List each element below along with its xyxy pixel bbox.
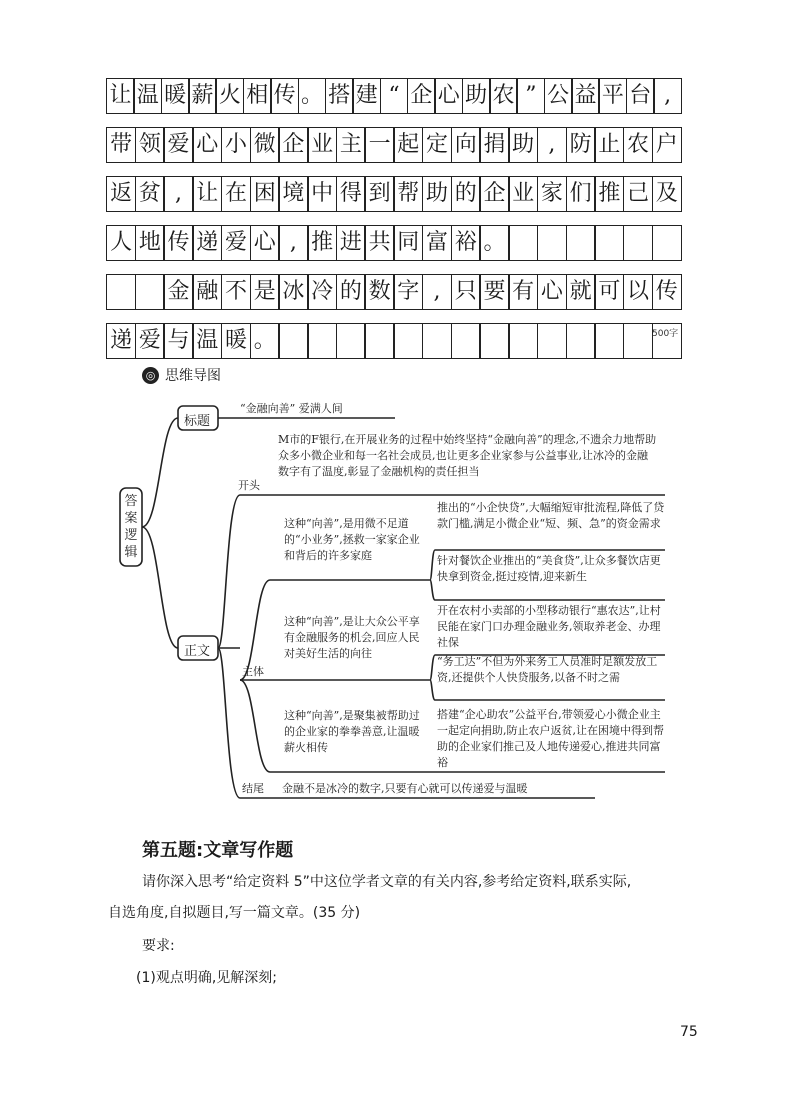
grid-cell: 的 <box>451 176 481 212</box>
grid-cell: 可 <box>594 274 624 310</box>
grid-cell: 裕 <box>451 225 481 261</box>
grid-cell: 业 <box>508 176 538 212</box>
grid-cell: 家 <box>537 176 567 212</box>
body-node: 正文 <box>184 644 211 659</box>
grid-cell: 薪 <box>188 78 217 114</box>
grid-cell: 贫 <box>135 176 165 212</box>
grid-cell: “ <box>380 78 409 114</box>
word-count: 500字 <box>652 329 679 339</box>
mindmap-badge-icon: ◎ <box>142 367 159 384</box>
grid-cell: 业 <box>307 127 337 163</box>
grid-cell: 冷 <box>307 274 337 310</box>
grid-cell: 有 <box>508 274 538 310</box>
grid-cell: 心 <box>250 225 280 261</box>
branch1-text: 这种“向善”,是用微不足道的“小业务”,拯救一家家企业和背后的许多家庭 <box>284 517 420 562</box>
requirements-label: 要求: <box>142 938 175 954</box>
grid-cell: 要 <box>479 274 509 310</box>
root-to-body <box>142 527 178 648</box>
grid-cell: , <box>422 274 452 310</box>
branch2-text: 这种“向善”,是让大众公平享有金融服务的机会,回应人民对美好生活的向往 <box>284 615 420 660</box>
grid-cell: 温 <box>192 323 222 359</box>
grid-cell: 传 <box>163 225 193 261</box>
requirement-1: (1)观点明确,见解深刻; <box>136 970 277 986</box>
grid-cell: 心 <box>434 78 463 114</box>
grid-cell: 企 <box>407 78 436 114</box>
grid-cell: 冰 <box>278 274 308 310</box>
grid-cell: 火 <box>215 78 244 114</box>
grid-cell: 己 <box>623 176 653 212</box>
grid-cell: 捐 <box>479 127 509 163</box>
grid-cell: , <box>653 78 682 114</box>
grid-cell: 向 <box>451 127 481 163</box>
grid-cell: 助 <box>422 176 452 212</box>
grid-cell: 主 <box>336 127 366 163</box>
opening-text: M市的F银行,在开展业务的过程中始终坚持“金融向善”的理念,不遗余力地帮助众多小微企业和每一名社会成员,也让更多企业家参与公益事业,让冰冷的金融数字有了温度,彰显了金融机构的责任担当 <box>278 433 657 478</box>
question-prompt-line1: 请你深入思考“给定资料 5”中这位学者文章的有关内容,参考给定资料,联系实际, <box>142 874 632 890</box>
grid-cell: 数 <box>364 274 394 310</box>
question-prompt-line2: 自选角度,自拟题目,写一篇文章。(35 分) <box>108 905 361 921</box>
grid-cell: 递 <box>192 225 222 261</box>
grid-cell: 助 <box>508 127 538 163</box>
grid-cell: 的 <box>336 274 366 310</box>
grid-cell: 困 <box>250 176 280 212</box>
root-to-title <box>142 418 178 527</box>
grid-cell: 让 <box>106 78 135 114</box>
grid-cell: 中 <box>307 176 337 212</box>
grid-cell: 企 <box>278 127 308 163</box>
grid-cell: 传 <box>652 274 682 310</box>
ending-label: 结尾 <box>242 782 264 795</box>
grid-cell: , <box>163 176 193 212</box>
grid-cell: 公 <box>544 78 573 114</box>
grid-cell: 小 <box>221 127 251 163</box>
opening-label: 开头 <box>238 479 260 492</box>
grid-cell: 人 <box>106 225 136 261</box>
grid-cell: 只 <box>451 274 481 310</box>
grid-cell: 得 <box>336 176 366 212</box>
branch3-text: 这种“向善”,是聚集被帮助过的企业家的拳拳善意,让温暖薪火相传 <box>284 709 420 754</box>
grid-cell: 起 <box>393 127 423 163</box>
title-node: 标题 <box>184 414 211 429</box>
branch1-b-text: 针对餐饮企业推出的“美食贷”,让众多餐饮店更快拿到资金,挺过疫情,迎来新生 <box>437 554 661 583</box>
grid-cell: 温 <box>133 78 162 114</box>
grid-cell: 及 <box>652 176 682 212</box>
grid-cell: 与 <box>163 323 193 359</box>
question-title: 第五题:文章写作题 <box>142 840 294 861</box>
main-label: 主体 <box>242 665 264 678</box>
grid-cell: 农 <box>489 78 518 114</box>
grid-cell: 带 <box>106 127 136 163</box>
branch2-b-text: “务工达”不但为外来务工人员准时足额发放工资,还提供个人快贷服务,以备不时之需 <box>437 655 658 684</box>
grid-cell: 在 <box>221 176 251 212</box>
title-text: “金融向善” 爱满人间 <box>240 402 343 415</box>
grid-cell: , <box>537 127 567 163</box>
grid-cell: 字 <box>393 274 423 310</box>
grid-cell: ” <box>516 78 545 114</box>
grid-cell: 爱 <box>163 127 193 163</box>
grid-cell: 助 <box>462 78 491 114</box>
grid-cell: 返 <box>106 176 136 212</box>
grid-cell: 进 <box>336 225 366 261</box>
grid-cell: 暖 <box>161 78 190 114</box>
grid-cell: 融 <box>192 274 222 310</box>
grid-cell: 同 <box>393 225 423 261</box>
grid-cell: 搭 <box>325 78 354 114</box>
grid-cell: 建 <box>352 78 381 114</box>
grid-cell: 防 <box>566 127 596 163</box>
grid-cell: 让 <box>192 176 222 212</box>
grid-cell: 。 <box>298 78 327 114</box>
mindmap-title: 思维导图 <box>165 368 221 384</box>
ending-text: 金融不是冰冷的数字,只要有心就可以传递爱与温暖 <box>282 782 528 795</box>
grid-cell: , <box>278 225 308 261</box>
grid-cell: 境 <box>278 176 308 212</box>
grid-cell: 帮 <box>393 176 423 212</box>
grid-cell: 以 <box>623 274 653 310</box>
branch3-a-text: 搭建“企心助农”公益平台,带领爱心小微企业主一起定向捐助,防止农户返贫,让在困境中得到帮助的企业家们推己及人地传递爱心,推进共同富裕 <box>437 708 664 769</box>
grid-cell: 金 <box>163 274 193 310</box>
grid-cell: 推 <box>307 225 337 261</box>
grid-cell: 定 <box>422 127 452 163</box>
page-number: 75 <box>680 1024 698 1040</box>
grid-cell: 益 <box>571 78 600 114</box>
grid-cell: 企 <box>479 176 509 212</box>
branch2-a-text: 开在农村小卖部的小型移动银行“惠农达”,让村民能在家门口办理金融业务,领取养老金、办理社保 <box>437 604 661 649</box>
grid-cell: 到 <box>364 176 394 212</box>
grid-cell: 不 <box>221 274 251 310</box>
grid-cell: 暖 <box>221 323 251 359</box>
grid-cell: 富 <box>422 225 452 261</box>
branch1-a-text: 推出的“小企快贷”,大幅缩短审批流程,降低了贷款门槛,满足小微企业“短、频、急”的资金需求 <box>437 501 665 530</box>
grid-cell: 共 <box>364 225 394 261</box>
grid-cell: 是 <box>250 274 280 310</box>
grid-cell: 领 <box>135 127 165 163</box>
grid-cell: 心 <box>537 274 567 310</box>
grid-cell: 递 <box>106 323 136 359</box>
grid-cell: 们 <box>566 176 596 212</box>
grid-cell: 台 <box>626 78 655 114</box>
root-node: 答案逻辑 <box>124 494 138 560</box>
grid-cell: 爱 <box>221 225 251 261</box>
grid-cell: 推 <box>594 176 624 212</box>
grid-cell: 一 <box>364 127 394 163</box>
grid-cell: 地 <box>135 225 165 261</box>
grid-cell: 农 <box>623 127 653 163</box>
grid-cell: 就 <box>566 274 596 310</box>
grid-cell: 微 <box>250 127 280 163</box>
grid-cell: 止 <box>594 127 624 163</box>
grid-cell: 户 <box>652 127 682 163</box>
grid-cell: 平 <box>598 78 627 114</box>
grid-cell: 。 <box>250 323 280 359</box>
grid-cell: 。 <box>479 225 509 261</box>
grid-cell: 传 <box>270 78 299 114</box>
grid-cell: 相 <box>243 78 272 114</box>
grid-cell: 心 <box>192 127 222 163</box>
grid-cell: 爱 <box>135 323 165 359</box>
